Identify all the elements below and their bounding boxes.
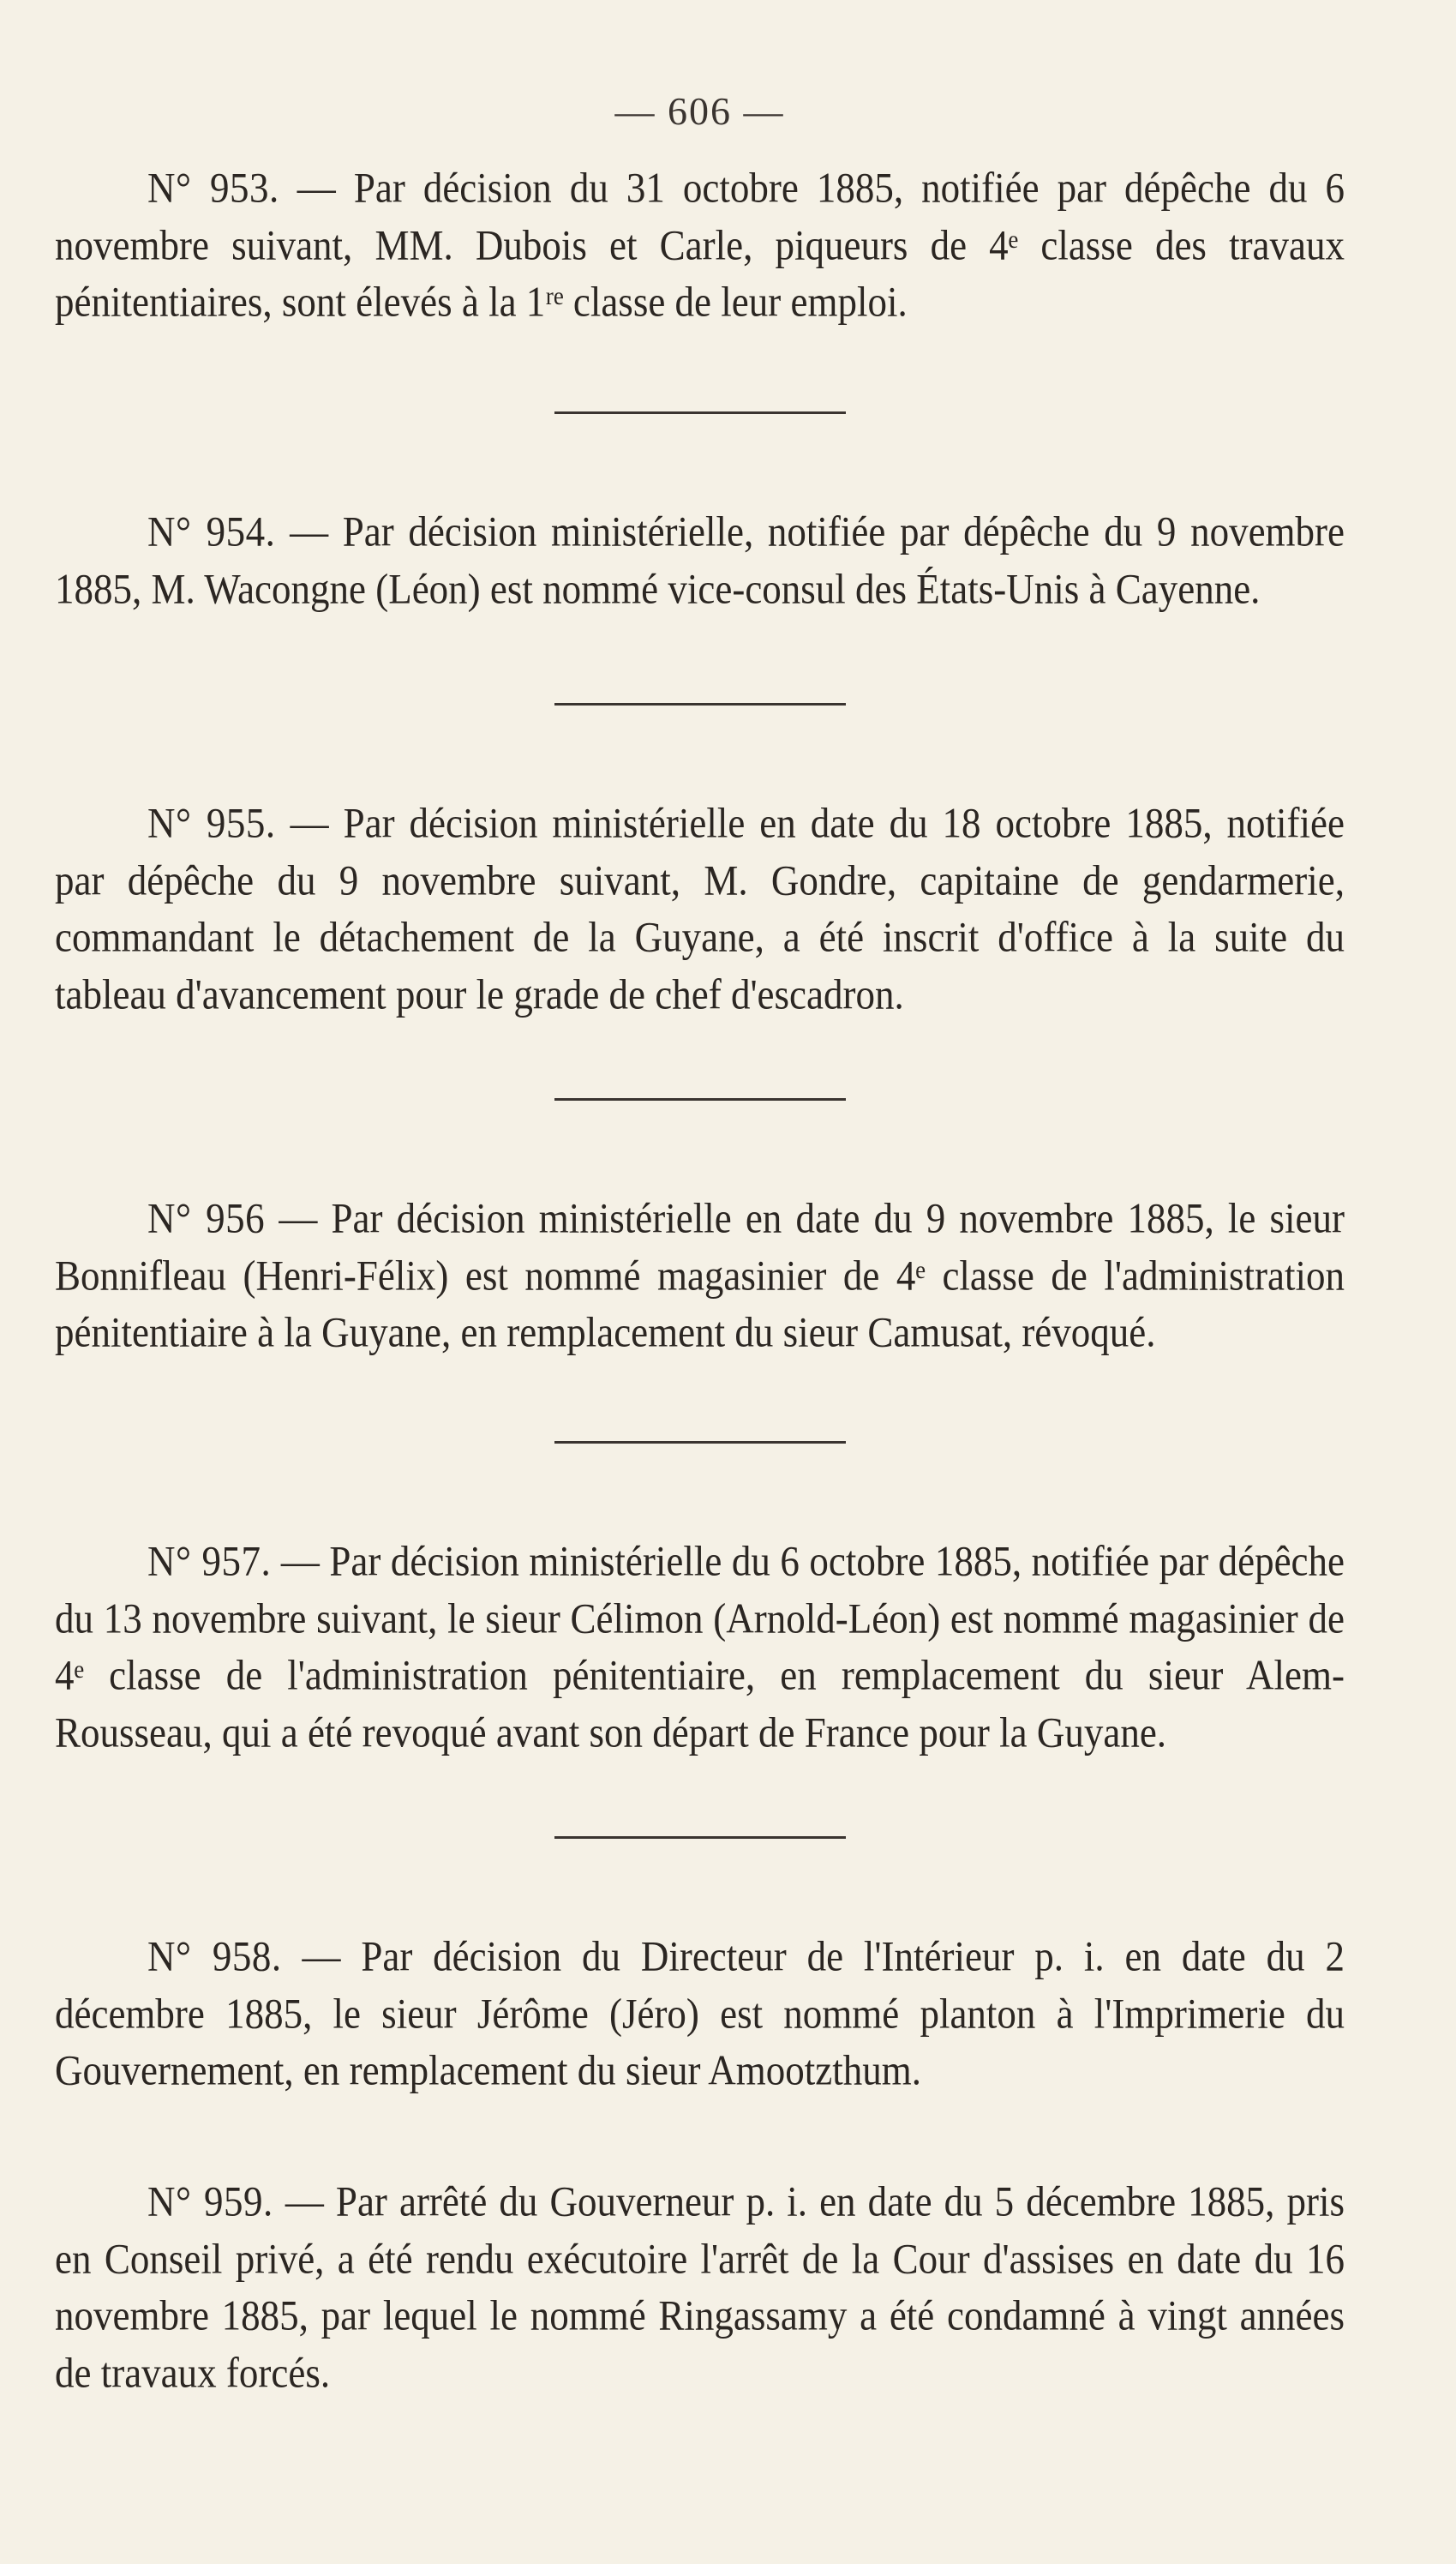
- entry-956: [55, 1190, 1345, 1361]
- entry-text: — Par décision ministérielle du 6 octobre 1885, notifiée par dépêche du 13 novembre suivant, le sieur Célimon (Arnold-Léon) est nommé magasinier de 4ᵉ classe de l'administration pénitentiaire, en remplacement du sieur Alem-Rousseau, qui a été revoqué avant son départ de France pour la Guyane.: [55, 1537, 1345, 1756]
- entry-number: N° 956: [147, 1194, 266, 1241]
- entry-957: [55, 1533, 1345, 1761]
- entry-959: [55, 2173, 1345, 2401]
- entry-text: — Par décision du Directeur de l'Intérieur p. i. en date du 2 décembre 1885, le sieur Jérôme (Jéro) est nommé planton à l'Imprimerie du Gouvernement, en remplacement du sieur Amootzthum.: [55, 1932, 1345, 2094]
- entry-text: — Par décision du 31 octobre 1885, notifiée par dépêche du 6 novembre suivant, MM. Dubois et Carle, piqueurs de 4ᵉ classe des travaux pénitentiaires, sont élevés à la 1ʳᵉ classe de leur emploi.: [55, 164, 1345, 326]
- entry-953: [55, 159, 1345, 331]
- entry-text: — Par décision ministérielle en date du 9 novembre 1885, le sieur Bonnifleau (Henri-Félix) est nommé magasinier de 4ᵉ classe de l'administration pénitentiaire à la Guyane, en remplacement du sieur Camusat, révoqué.: [55, 1194, 1345, 1356]
- entry-number: N° 957.: [147, 1537, 272, 1585]
- entry-955: [55, 795, 1345, 1023]
- entry-number: N° 955.: [147, 799, 276, 846]
- entry-text: — Par décision ministérielle en date du 18 octobre 1885, notifiée par dépêche du 9 novembre suivant, M. Gondre, capitaine de gendarmerie, commandant le détachement de la Guyane, a été inscrit d'office à la suite du tableau d'avancement pour le grade de chef d'escadron.: [55, 799, 1345, 1018]
- entry-954: [55, 503, 1345, 617]
- entry-number: N° 953.: [147, 164, 279, 212]
- entry-number: N° 959.: [147, 2177, 273, 2225]
- entry-text: — Par décision ministérielle, notifiée par dépêche du 9 novembre 1885, M. Wacongne (Léon) est nommé vice-consul des États-Unis à Cayenne.: [55, 507, 1345, 612]
- entry-number: N° 958.: [147, 1932, 282, 1980]
- entry-958: [55, 1928, 1345, 2099]
- page-number: — 606 —: [614, 89, 785, 133]
- entry-number: N° 954.: [147, 507, 276, 555]
- entry-text: — Par arrêté du Gouverneur p. i. en date du 5 décembre 1885, pris en Conseil privé, a été rendu exécutoire l'arrêt de la Cour d'assises en date du 16 novembre 1885, par lequel le nommé Ringassamy a été condamné à vingt années de travaux forcés.: [55, 2177, 1345, 2396]
